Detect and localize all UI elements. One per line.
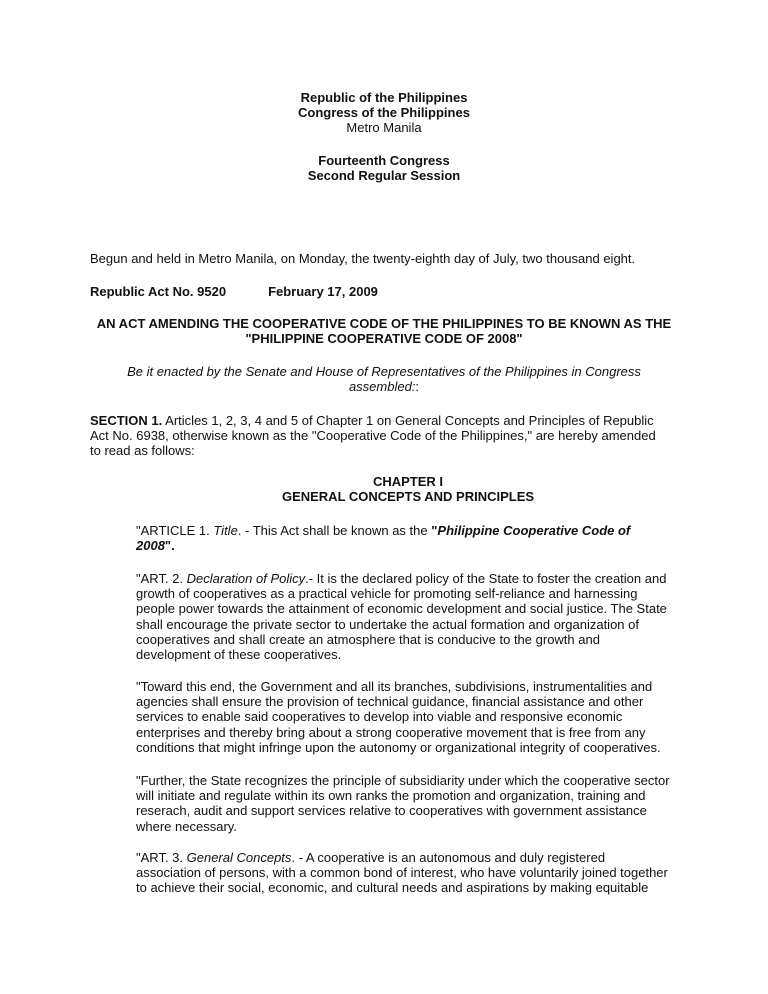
text-segment: Articles 1, 2, 3, 4 and 5 of Chapter 1 on General Concepts and Principles of Republic	[162, 413, 654, 428]
text-segment: Philippine Cooperative Code of	[437, 523, 631, 538]
text-segment: assembled:	[348, 379, 416, 395]
text-line	[0, 364, 768, 379]
article-2-paragraph	[136, 571, 667, 662]
text-line	[0, 379, 768, 394]
text-line	[136, 474, 680, 489]
text-segment: "PHILIPPINE COOPERATIVE CODE OF 2008"	[245, 331, 523, 347]
text-segment: where necessary.	[136, 818, 237, 834]
text-segment: will initiate and regulate within its own ranks the promotion and organization, training and	[136, 788, 646, 804]
text-segment: shall encourage the private sector to undertake the actual formation and organization of	[136, 616, 639, 632]
text-line	[136, 709, 661, 724]
text-segment: General Concepts	[186, 850, 292, 865]
text-segment: Fourteenth Congress	[318, 153, 450, 168]
text-line	[136, 850, 668, 865]
text-segment: people power towards the attainment of economic development and social justice. The State	[136, 601, 667, 617]
toward-paragraph	[136, 679, 661, 755]
text-segment: agencies shall ensure the provision of technical guidance, financial assistance and other	[136, 694, 644, 710]
text-line	[136, 679, 661, 694]
text-line	[90, 443, 656, 458]
text-segment: growth of cooperatives as a practical vehicle for promoting self-reliance and harnessing	[136, 586, 638, 602]
text-segment: Act No. 6938, otherwise known as the "Cooperative Code of the Philippines," are hereby amended	[90, 428, 656, 444]
text-line	[136, 694, 661, 709]
text-segment: GENERAL CONCEPTS AND PRINCIPLES	[281, 489, 535, 505]
text-segment: "Further, the State recognizes the principle of subsidiarity under which the cooperative sector	[136, 773, 670, 788]
text-line	[0, 120, 768, 135]
text-line	[136, 773, 670, 788]
text-line	[0, 153, 768, 168]
session-block	[0, 153, 768, 183]
text-line	[136, 523, 630, 538]
text-line	[0, 331, 768, 346]
text-segment: ".	[164, 538, 175, 554]
act-number: Republic Act No. 9520	[90, 284, 227, 299]
text-line	[136, 819, 670, 834]
text-segment: enterprises and thereby bring about a strong cooperative movement that is free from any	[136, 724, 646, 740]
text-line	[136, 617, 667, 632]
text-line	[136, 647, 667, 662]
text-segment: development of these cooperatives.	[136, 647, 342, 663]
text-segment: Declaration of Policy	[186, 571, 306, 586]
text-line	[0, 316, 768, 331]
text-line	[136, 880, 668, 895]
text-segment: "ART. 3.	[136, 850, 187, 865]
text-segment: "	[431, 523, 438, 538]
text-segment: 2008	[136, 538, 165, 554]
further-paragraph	[136, 773, 670, 834]
text-segment: reserach, audit and support services relative to cooperatives with government assistance	[136, 803, 647, 819]
begun-paragraph	[90, 251, 635, 266]
text-segment: . - A cooperative is an autonomous and duly registered	[291, 850, 606, 865]
act-date: February 17, 2009	[268, 284, 378, 299]
article-3-paragraph	[136, 850, 668, 896]
text-segment: CHAPTER I	[372, 474, 444, 489]
chapter-heading	[136, 474, 680, 504]
text-segment: :	[415, 379, 420, 395]
text-line	[136, 725, 661, 740]
text-segment: Republic of the Philippines	[300, 90, 468, 105]
text-segment: SECTION 1.	[90, 413, 163, 428]
text-segment: "ARTICLE 1.	[136, 523, 214, 538]
text-line	[136, 601, 667, 616]
enacting-clause	[0, 364, 768, 394]
text-line	[90, 251, 635, 266]
act-title	[0, 316, 768, 346]
text-segment: .- It is the declared policy of the State to foster the creation and	[305, 571, 667, 586]
text-segment: to read as follows:	[90, 443, 195, 459]
text-segment: Begun and held in Metro Manila, on Monday, the twenty-eighth day of July, two thousand eight.	[90, 251, 636, 266]
text-segment: Title	[213, 523, 238, 538]
section-1-paragraph	[90, 413, 656, 459]
text-line	[136, 571, 667, 586]
text-line	[136, 489, 680, 504]
text-line	[136, 740, 661, 755]
text-segment: conditions that might infringe upon the autonomy or organizational integrity of cooperatives.	[136, 739, 661, 755]
text-line	[136, 803, 670, 818]
header-block	[0, 90, 768, 136]
text-segment: to achieve their social, economic, and cultural needs and aspirations by making equitable	[136, 880, 649, 896]
text-line	[136, 538, 630, 553]
text-line	[0, 90, 768, 105]
text-segment: cooperatives and shall create an atmosphere that is conducive to the growth and	[136, 631, 600, 647]
text-segment: AN ACT AMENDING THE COOPERATIVE CODE OF THE PHILIPPINES TO BE KNOWN AS THE	[96, 316, 672, 331]
text-line	[0, 168, 768, 183]
text-segment: Congress of the Philippines	[298, 105, 470, 121]
text-line	[90, 428, 656, 443]
text-line	[136, 632, 667, 647]
text-line	[90, 413, 656, 428]
text-segment: Second Regular Session	[307, 168, 461, 184]
act-info-line	[90, 284, 378, 299]
text-segment: services to enable said cooperatives to develop into viable and responsive economic	[136, 709, 623, 725]
text-line	[136, 865, 668, 880]
text-segment: "Toward this end, the Government and all its branches, subdivisions, instrumentalities and	[136, 679, 653, 694]
text-line	[136, 788, 670, 803]
article-1-paragraph	[136, 523, 630, 553]
text-segment: . - This Act shall be known as the	[237, 523, 432, 538]
text-line	[136, 586, 667, 601]
text-segment: Be it enacted by the Senate and House of Representatives of the Philippines in Congress	[127, 364, 641, 379]
text-segment: association of persons, with a common bond of interest, who have voluntarily joined together	[136, 865, 668, 881]
text-line	[0, 105, 768, 120]
text-segment: Metro Manila	[346, 120, 422, 136]
text-segment: "ART. 2.	[136, 571, 187, 586]
